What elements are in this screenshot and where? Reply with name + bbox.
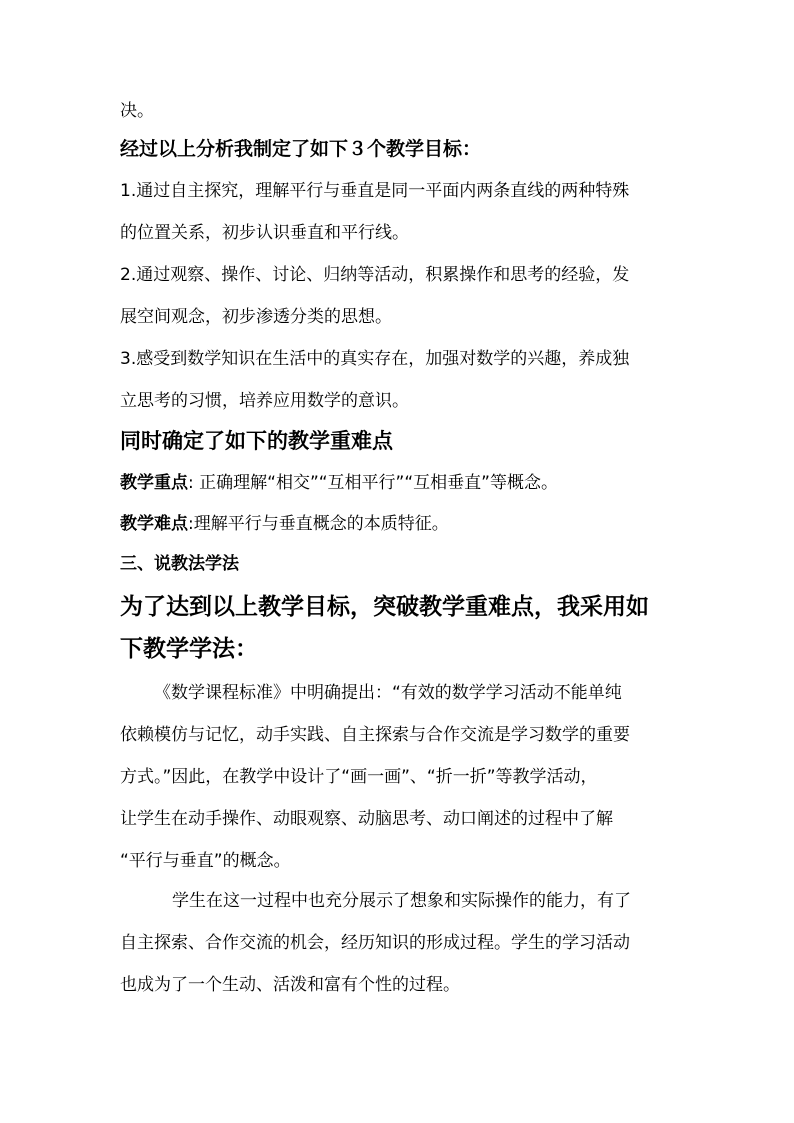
objective-2-line-2: 展空间观念，初步渗透分类的思想。 [120,307,392,327]
process-paragraph-line-1: 学生在这一过程中也充分展示了想象和实际操作的能力，有了 [172,891,631,911]
standard-paragraph-line-2: 依赖模仿与记忆，动手实践、自主探索与合作交流是学习数学的重要 [120,725,630,745]
methods-intro-line-1: 为了达到以上教学目标，突破教学重难点，我采用如 [120,594,649,620]
difficult-point-line [120,513,449,535]
objective-1-line-2: 的位置关系，初步认识垂直和平行线。 [120,223,409,243]
process-paragraph-line-3: 也成为了一个生动、活泼和富有个性的过程。 [120,975,460,995]
standard-paragraph-line-4: 让学生在动手操作、动眼观察、动脑思考、动口阐述的过程中了解 [120,809,613,829]
section-heading-key-points: 同时确定了如下的教学重难点 [120,429,393,453]
key-point-text: : 正确理解“相交”“互相平行”“互相垂直”等概念。 [188,473,558,493]
standard-paragraph-line-1: 《数学课程标准》中明确提出：“有效的数学学习活动不能单纯 [154,683,622,703]
paragraph-line: 决。 [120,101,154,121]
key-point-line [120,472,558,494]
objective-3-line-1: 3.感受到数学知识在生活中的真实存在，加强对数学的兴趣，养成独 [120,349,630,369]
objective-3-line-2: 立思考的习惯，培养应用数学的意识。 [120,391,409,411]
standard-paragraph-line-3: 方式。”因此，在教学中设计了“画一画”、“折一折”等教学活动， [120,767,598,787]
methods-intro-line-2: 下教学学法： [120,636,258,662]
key-point-label: 教学重点 [120,473,188,493]
difficult-point-text: :理解平行与垂直概念的本质特征。 [188,514,449,534]
process-paragraph-line-2: 自主探索、合作交流的机会，经历知识的形成过程。学生的学习活动 [120,933,630,953]
standard-paragraph-line-5: “平行与垂直”的概念。 [120,851,291,871]
objective-2-line-1: 2.通过观察、操作、讨论、归纳等活动，积累操作和思考的经验，发 [120,265,630,285]
section-heading-methods: 三、说教法学法 [120,554,239,574]
section-heading-objectives: 经过以上分析我制定了如下３个教学目标： [120,138,482,160]
objective-1-line-1: 1.通过自主探究，理解平行与垂直是同一平面内两条直线的两种特殊 [120,181,630,201]
difficult-point-label: 教学难点 [120,514,188,534]
